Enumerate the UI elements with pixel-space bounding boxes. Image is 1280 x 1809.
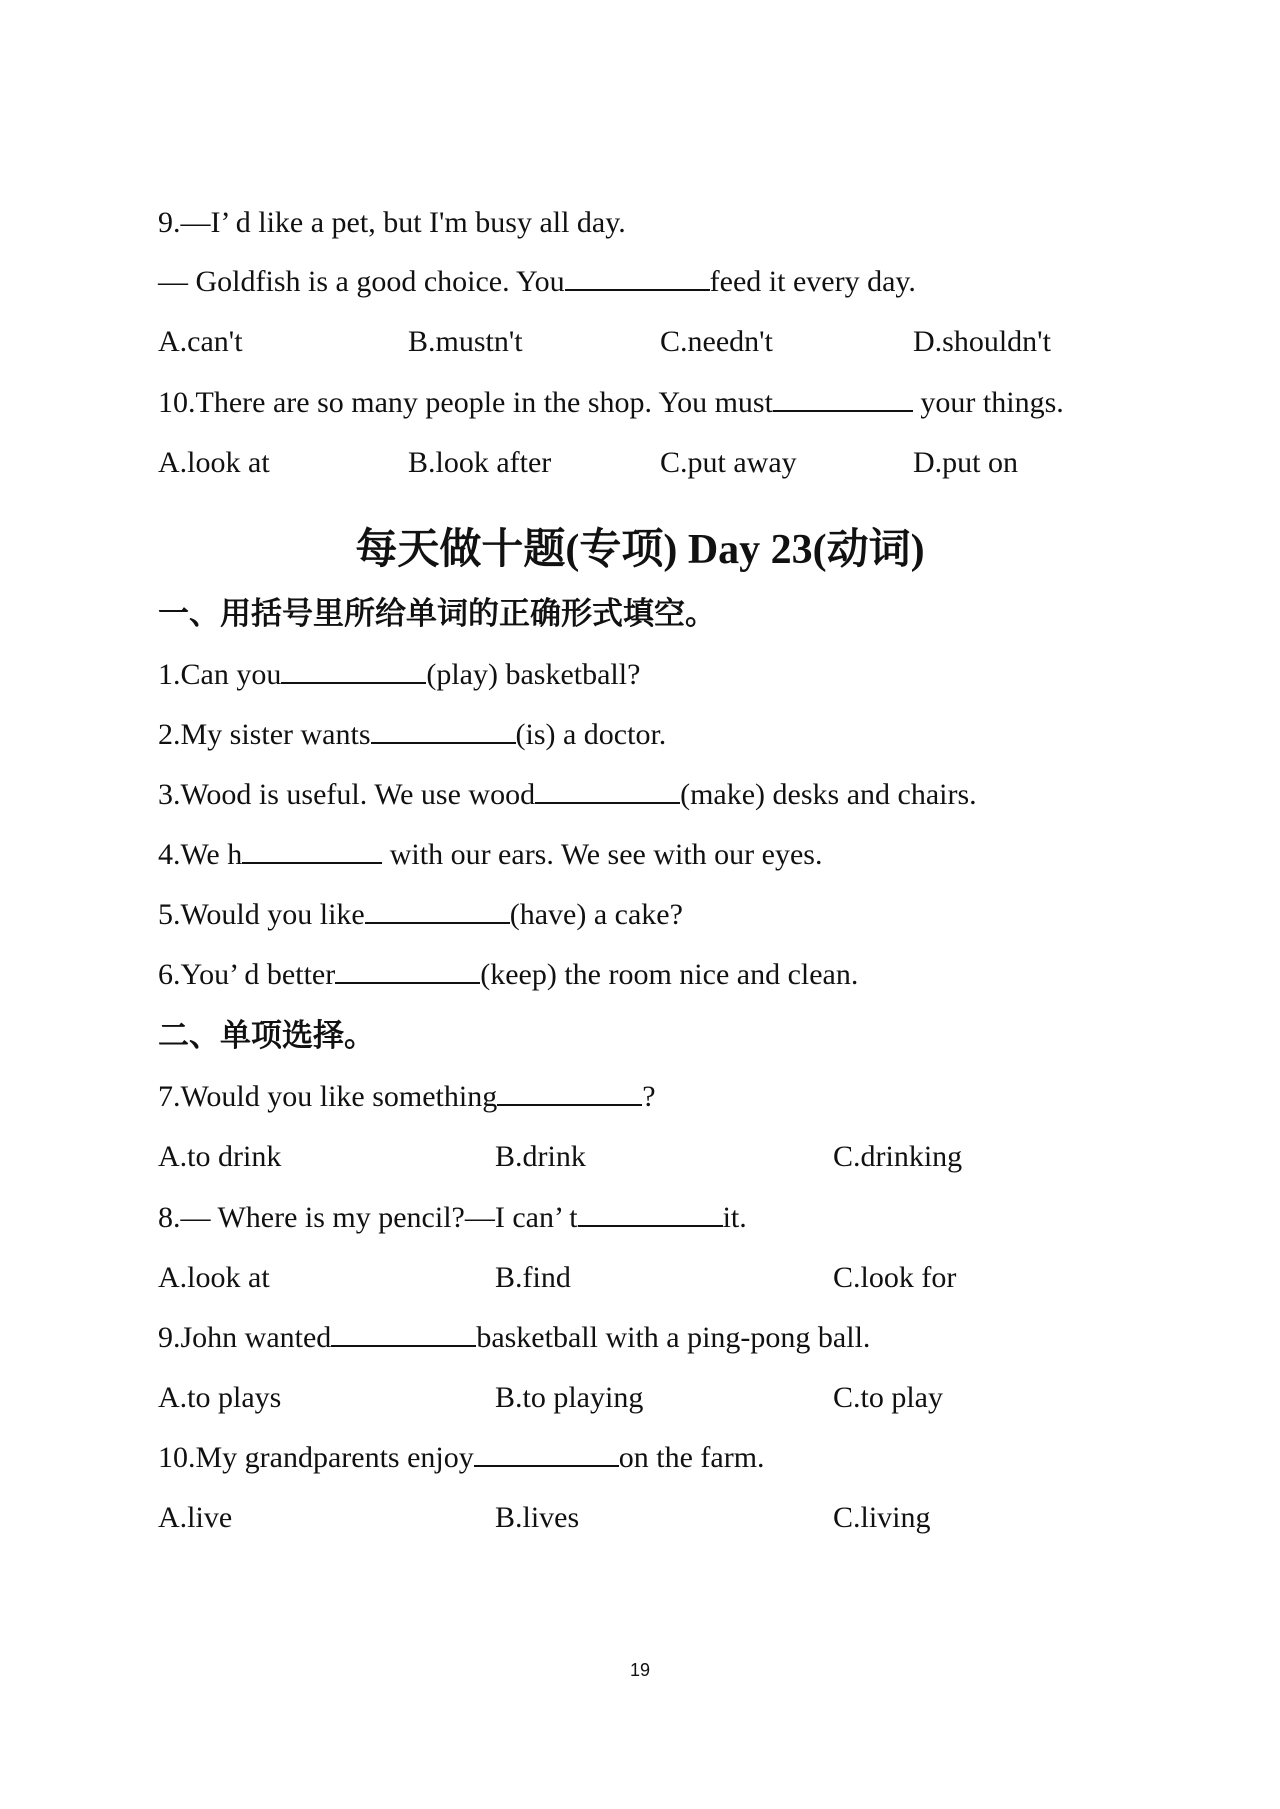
prev-q10-option-b[interactable]: B.look after	[408, 446, 552, 479]
s1-q5	[158, 895, 683, 935]
s2-q8-text-after: it.	[722, 1201, 747, 1234]
answer-blank[interactable]	[335, 956, 480, 984]
s1-q6	[158, 955, 858, 995]
s2-q10-text-before: 10.My grandparents enjoy	[158, 1441, 474, 1474]
s2-q10-option-b[interactable]: B.lives	[495, 1501, 580, 1534]
answer-blank[interactable]	[497, 1078, 642, 1106]
answer-blank[interactable]	[331, 1319, 476, 1347]
s1-q2-text-before: 2.My sister wants	[158, 718, 371, 751]
section-1-heading: 一、用括号里所给单词的正确形式填空。	[158, 596, 716, 631]
prev-q9-option-c[interactable]: C.needn't	[660, 325, 773, 358]
s1-q2-text-after: (is) a doctor.	[515, 718, 667, 751]
s2-q7	[158, 1077, 656, 1117]
page-number: 19	[629, 1660, 651, 1680]
s1-q1	[158, 655, 640, 695]
answer-blank[interactable]	[773, 384, 913, 412]
s2-q9-text-after: basketball with a ping-pong ball.	[476, 1321, 871, 1354]
prev-q10-option-d[interactable]: D.put on	[913, 446, 1018, 479]
s2-q9-option-b[interactable]: B.to playing	[495, 1381, 644, 1414]
s2-q8-option-a[interactable]: A.look at	[158, 1261, 270, 1294]
prev-q10-option-c[interactable]: C.put away	[660, 446, 797, 479]
worksheet-title: 每天做十题(专项) Day 23(动词)	[355, 527, 925, 573]
s1-q5-text-before: 5.Would you like	[158, 898, 365, 931]
s2-q9-text-before: 9.John wanted	[158, 1321, 332, 1354]
s2-q8-option-b[interactable]: B.find	[495, 1261, 571, 1294]
answer-blank[interactable]	[242, 836, 382, 864]
s2-q7-text-after: ?	[642, 1080, 656, 1113]
s1-q5-text-after: (have) a cake?	[509, 898, 683, 931]
prev-q9-option-a[interactable]: A.can't	[158, 325, 243, 358]
s2-q7-option-c[interactable]: C.drinking	[833, 1140, 963, 1173]
s1-q3-text-after: (make) desks and chairs.	[680, 778, 977, 811]
s2-q7-option-b[interactable]: B.drink	[495, 1140, 586, 1173]
s1-q3	[158, 775, 977, 815]
prev-q10-option-a[interactable]: A.look at	[158, 446, 270, 479]
s2-q8	[158, 1198, 747, 1238]
prev-q9-option-d[interactable]: D.shouldn't	[913, 325, 1051, 358]
prev-q9-option-b[interactable]: B.mustn't	[408, 325, 523, 358]
answer-blank[interactable]	[535, 776, 680, 804]
s1-q6-text-after: (keep) the room nice and clean.	[480, 958, 859, 991]
s1-q1-text-after: (play) basketball?	[426, 658, 641, 691]
s2-q10-option-a[interactable]: A.live	[158, 1501, 233, 1534]
section-2-heading: 二、单项选择。	[158, 1018, 375, 1053]
answer-blank[interactable]	[474, 1439, 619, 1467]
s1-q6-text-before: 6.You’ d better	[158, 958, 336, 991]
prev-q9-text-before: — Goldfish is a good choice. You	[158, 265, 565, 298]
prev-q10-text-before: 10.There are so many people in the shop. You must	[158, 386, 773, 419]
s1-q3-text-before: 3.Wood is useful. We use wood	[158, 778, 536, 811]
prev-q9-line2	[158, 262, 916, 302]
s2-q10-text-after: on the farm.	[618, 1441, 765, 1474]
s1-q1-text-before: 1.Can you	[158, 658, 282, 691]
answer-blank[interactable]	[565, 263, 710, 291]
answer-blank[interactable]	[281, 656, 426, 684]
s2-q9	[158, 1318, 870, 1358]
answer-blank[interactable]	[371, 716, 516, 744]
s1-q4-text-after: with our ears. We see with our eyes.	[382, 838, 823, 871]
s1-q4-text-before: 4.We h	[158, 838, 243, 871]
s2-q9-option-c[interactable]: C.to play	[833, 1381, 943, 1414]
answer-blank[interactable]	[578, 1199, 723, 1227]
s1-q4	[158, 835, 822, 875]
prev-q10-text-after: your things.	[912, 386, 1064, 419]
s2-q8-text-before: 8.— Where is my pencil?—I can’ t	[158, 1201, 578, 1234]
prev-q9-text-after: feed it every day.	[709, 265, 916, 298]
answer-blank[interactable]	[365, 896, 510, 924]
s2-q7-option-a[interactable]: A.to drink	[158, 1140, 282, 1173]
prev-q9-line1: 9.—I’ d like a pet, but I'm busy all day.	[158, 206, 626, 239]
s2-q8-option-c[interactable]: C.look for	[833, 1261, 957, 1294]
s2-q10	[158, 1438, 765, 1478]
prev-q10-line	[158, 383, 1064, 423]
s2-q9-option-a[interactable]: A.to plays	[158, 1381, 282, 1414]
s1-q2	[158, 715, 666, 755]
s2-q10-option-c[interactable]: C.living	[833, 1501, 931, 1534]
s2-q7-text-before: 7.Would you like something	[158, 1080, 498, 1113]
